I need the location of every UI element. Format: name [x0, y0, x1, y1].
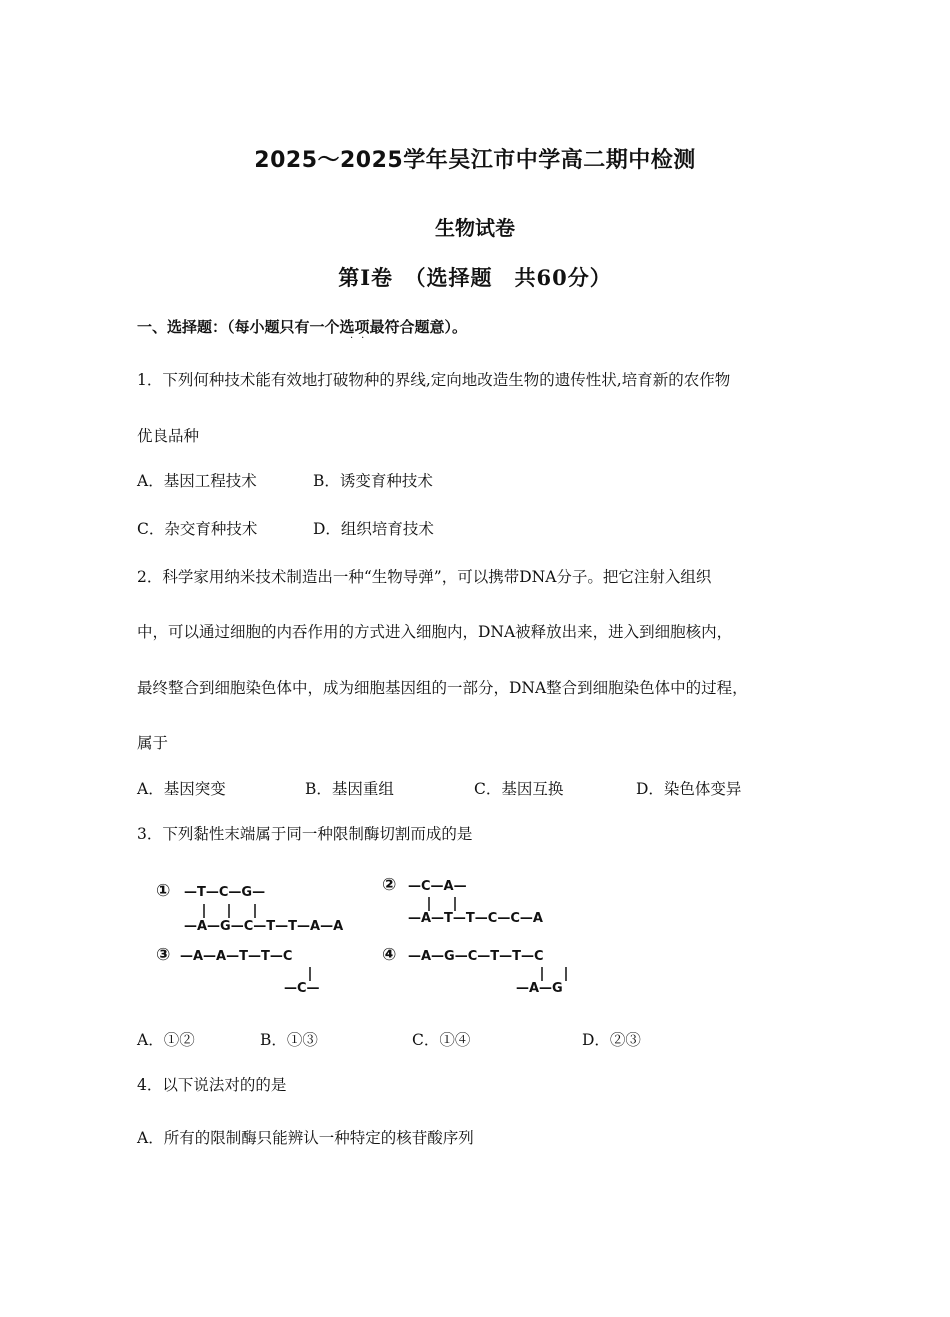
strand-1-top: —T—C—G— [184, 885, 266, 900]
q1-option-b: B．诱变育种技术 [313, 472, 433, 490]
exam-title: 2025～2025学年吴江市中学高二期中检测 [254, 148, 696, 173]
q1-stem-line2: 优良品种 [137, 427, 200, 445]
strand-1-bottom: —A—G—C—T—T—A—A [184, 919, 344, 934]
q3-option-a: A．①② [137, 1031, 195, 1049]
q1-option-a: A．基因工程技术 [137, 472, 257, 490]
strand-3-top: —A—A—T—T—C [180, 949, 293, 964]
q1-stem-line1: 1．下列何种技术能有效地打破物种的界线,定向地改造生物的遗传性状,培育新的农作物 [137, 371, 731, 389]
q3-option-b: B．①③ [260, 1031, 318, 1049]
q4-stem: 4．以下说法对的的是 [137, 1076, 287, 1094]
q2-option-c: C．基因互换 [474, 780, 564, 798]
strand-4-top: —A—G—C—T—T—C [408, 949, 544, 964]
diagram-label-3: ③ [156, 945, 171, 965]
q3-option-c: C．①④ [412, 1031, 471, 1049]
diagram-label-2: ② [382, 875, 397, 895]
part-heading: 第Ⅰ卷 （选择题 共60分） [338, 265, 612, 290]
exam-subject: 生物试卷 [435, 216, 515, 240]
q2-option-d: D．染色体变异 [636, 780, 742, 798]
strand-2-top: —C—A— [408, 879, 467, 894]
strand-4-bottom: —A—G [516, 981, 563, 996]
q1-option-d: D．组织培育技术 [313, 520, 434, 538]
q1-option-c: C．杂交育种技术 [137, 520, 258, 538]
q2-option-b: B．基因重组 [305, 780, 394, 798]
section-heading: 一、选择题：（每小题只有一个选项最符合题意）。 [137, 318, 468, 336]
q2-stem-line1: 2．科学家用纳米技术制造出一种“生物导弹”，可以携带DNA分子。把它注射入组织 [137, 568, 712, 586]
diagram-label-4: ④ [382, 945, 397, 965]
sticky-ends-diagram [150, 868, 590, 998]
strand-2-bottom: —A—T—T—C—C—A [408, 911, 543, 926]
q3-stem: 3．下列黏性末端属于同一种限制酶切割而成的是 [137, 825, 473, 843]
strand-3-bottom: —C— [284, 981, 320, 996]
diagram-label-1: ① [156, 881, 171, 901]
q2-stem-line3: 最终整合到细胞染色体中，成为细胞基因组的一部分，DNA整合到细胞染色体中的过程， [137, 679, 748, 697]
q3-option-d: D．②③ [582, 1031, 641, 1049]
q4-option-a: A．所有的限制酶只能辨认一种特定的核苷酸序列 [137, 1129, 474, 1147]
emphasis-marks: ·· [350, 333, 373, 344]
q2-stem-line4: 属于 [137, 734, 169, 752]
q2-option-a: A．基因突变 [137, 780, 226, 798]
q2-stem-line2: 中，可以通过细胞的内吞作用的方式进入细胞内，DNA被释放出来，进入到细胞核内， [137, 623, 733, 641]
